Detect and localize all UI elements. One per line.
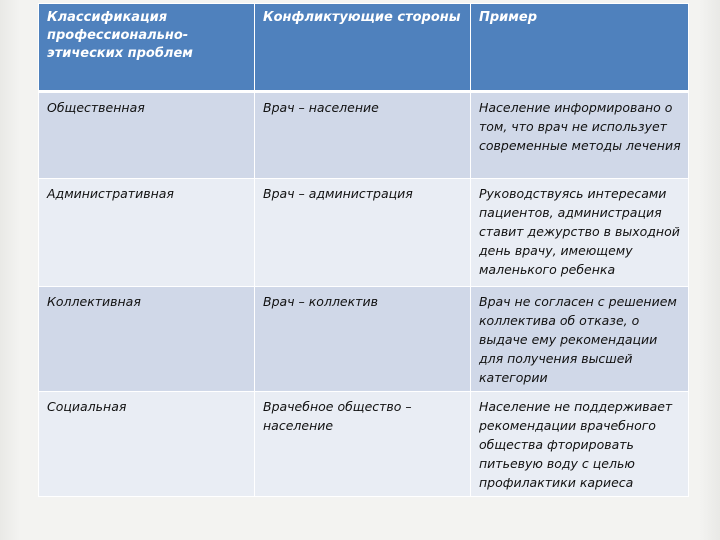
- cell-example: Врач не согласен с решением коллектива об отказе, о выдаче ему рекомендации для получения высшей категории: [471, 287, 689, 392]
- cell-example: Население информировано о том, что врач не использует современные методы лечения: [471, 92, 689, 179]
- cell-parties: Врач – коллектив: [255, 287, 471, 392]
- table-row: [39, 392, 689, 497]
- cell-type: Общественная: [39, 92, 255, 179]
- table-header-row: [39, 4, 689, 92]
- table-row: [39, 287, 689, 392]
- table-row: [39, 92, 689, 179]
- cell-example: Руководствуясь интересами пациентов, администрация ставит дежурство в выходной день врачу, имеющему маленького ребенка: [471, 179, 689, 287]
- header-conflicting-parties: Конфликтующие стороны: [255, 4, 471, 92]
- header-classification: Классификация профессионально-этических проблем: [39, 4, 255, 92]
- cell-parties: Врач – администрация: [255, 179, 471, 287]
- cell-parties: Врач – население: [255, 92, 471, 179]
- cell-type: Социальная: [39, 392, 255, 497]
- table-row: [39, 179, 689, 287]
- cell-parties: Врачебное общество – население: [255, 392, 471, 497]
- header-example: Пример: [471, 4, 689, 92]
- cell-type: Коллективная: [39, 287, 255, 392]
- cell-example: Население не поддерживает рекомендации врачебного общества фторировать питьевую воду с целью профилактики кариеса: [471, 392, 689, 497]
- cell-type: Административная: [39, 179, 255, 287]
- ethics-problems-table: [38, 3, 689, 497]
